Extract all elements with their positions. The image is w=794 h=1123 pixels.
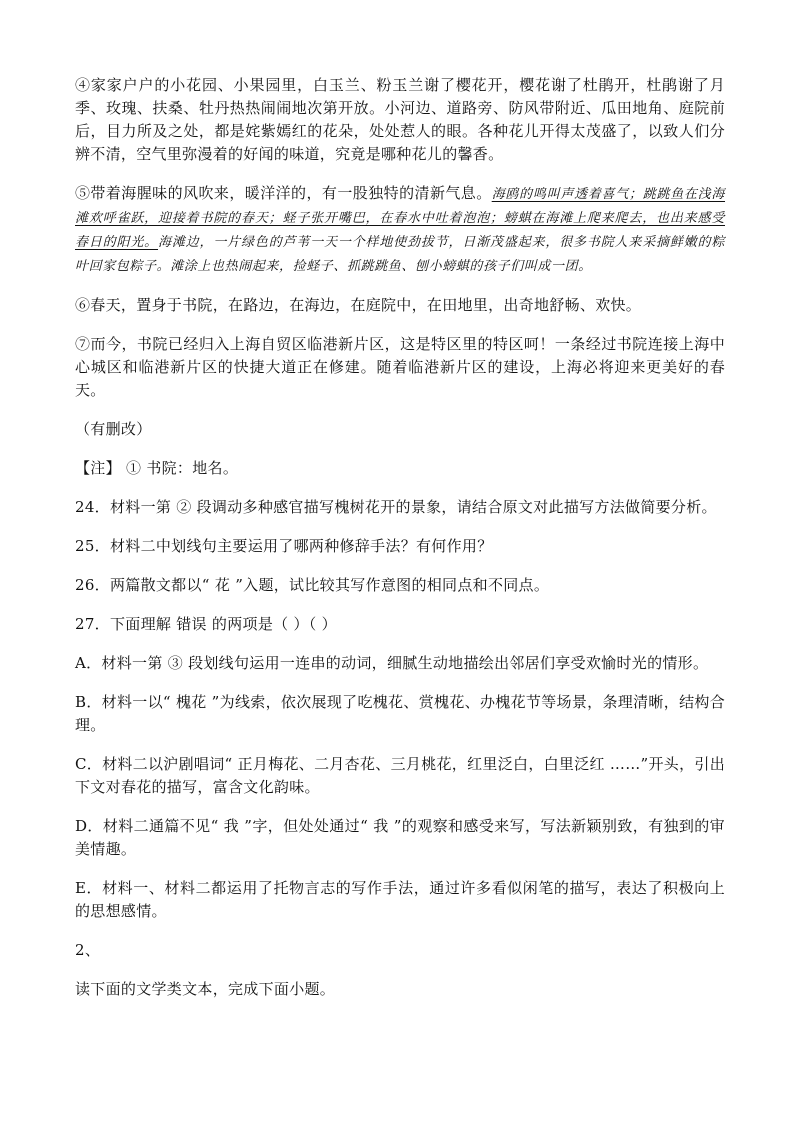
- option-c: C．材料二以沪剧唱词“ 正月梅花、二月杏花、三月桃花，红里泛白，白里泛红 ……”开头，引出下文对春花的描写，富含文化韵味。: [75, 755, 725, 796]
- paragraph-6: ⑥春天，置身于书院，在路边，在海边，在庭院中，在田地里，出奇地舒畅、欢快。: [75, 296, 642, 314]
- paragraph-5-end: 海滩边，一片绿色的芦苇一天一个样地使劲拔节，日渐茂盛起来，很多书院人来采摘鲜嫩的粽叶回家包粽子。滩涂上也热闹起来，捡蛏子、抓跳跳鱼、刨小螃蜞的孩子们叫成一团。: [75, 235, 725, 274]
- paragraph-4: ④家家户户的小花园、小果园里，白玉兰、粉玉兰谢了樱花开，樱花谢了杜鹃开，杜鹃谢了月季、玫瑰、扶桑、牡丹热热闹闹地次第开放。小河边、道路旁、防风带附近、瓜田地角、庭院前后，目力所及之处，都是姹紫嫣红的花朵，处处惹人的眼。各种花儿开得太茂盛了，以致人们分辨不清，空气里弥漫着的好闻的味道，究竟是哪种花儿的馨香。: [75, 76, 725, 163]
- question-24: 24．材料一第 ② 段调动多种感官描写槐树花开的景象，请结合原文对此描写方法做简要分析。: [75, 498, 717, 516]
- option-a: A．材料一第 ③ 段划线句运用一连串的动词，细腻生动地描绘出邻居们享受欢愉时光的情形。: [75, 654, 709, 672]
- option-d: D．材料二通篇不见“ 我 ”字，但处处通过“ 我 ”的观察和感受来写，写法新颖别致，有独到的审美情趣。: [75, 817, 725, 858]
- document-page: [75, 74, 725, 1017]
- question-25: 25．材料二中划线句主要运用了哪两种修辞手法？有何作用？: [75, 537, 493, 555]
- section-2-instruction: 读下面的文学类文本，完成下面小题。: [75, 980, 336, 998]
- annotation-note: 【注】 ① 书院：地名。: [75, 459, 239, 477]
- paragraph-7: ⑦而今，书院已经归入上海自贸区临港新片区，这是特区里的特区呵！一条经过书院连接上海中心城区和临港新片区的快捷大道正在修建。随着临港新片区的建设，上海必将迎来更美好的春天。: [75, 335, 725, 399]
- paragraph-5-start: ⑤带着海腥味的风吹来，暖洋洋的，有一股独特的清新气息。: [75, 184, 492, 202]
- question-27: 27．下面理解 错误 的两项是（ ）（ ）: [75, 615, 337, 633]
- option-b: B．材料一以“ 槐花 ”为线索，依次展现了吃槐花、赏槐花、办槐花节等场景，条理清晰，结构合理。: [75, 693, 725, 734]
- deleted-note: （有删改）: [75, 420, 152, 438]
- question-26: 26．两篇散文都以“ 花 ”入题，试比较其写作意图的相同点和不同点。: [75, 576, 550, 594]
- paragraph-5: [75, 182, 725, 278]
- option-e: E．材料一、材料二都运用了托物言志的写作手法，通过许多看似闲笔的描写，表达了积极向上的思想感情。: [75, 879, 725, 920]
- section-2-number: 2、: [75, 941, 101, 959]
- paragraph-5-underlined-sentence: 海鸥的鸣叫声透着喜气；跳跳鱼在浅海滩欢呼雀跃，迎接着书院的春天；蛏子张开嘴巴，在春水中吐着泡泡；螃蜞在海滩上爬来爬去，也出来感受春日的阳光。: [75, 187, 726, 250]
